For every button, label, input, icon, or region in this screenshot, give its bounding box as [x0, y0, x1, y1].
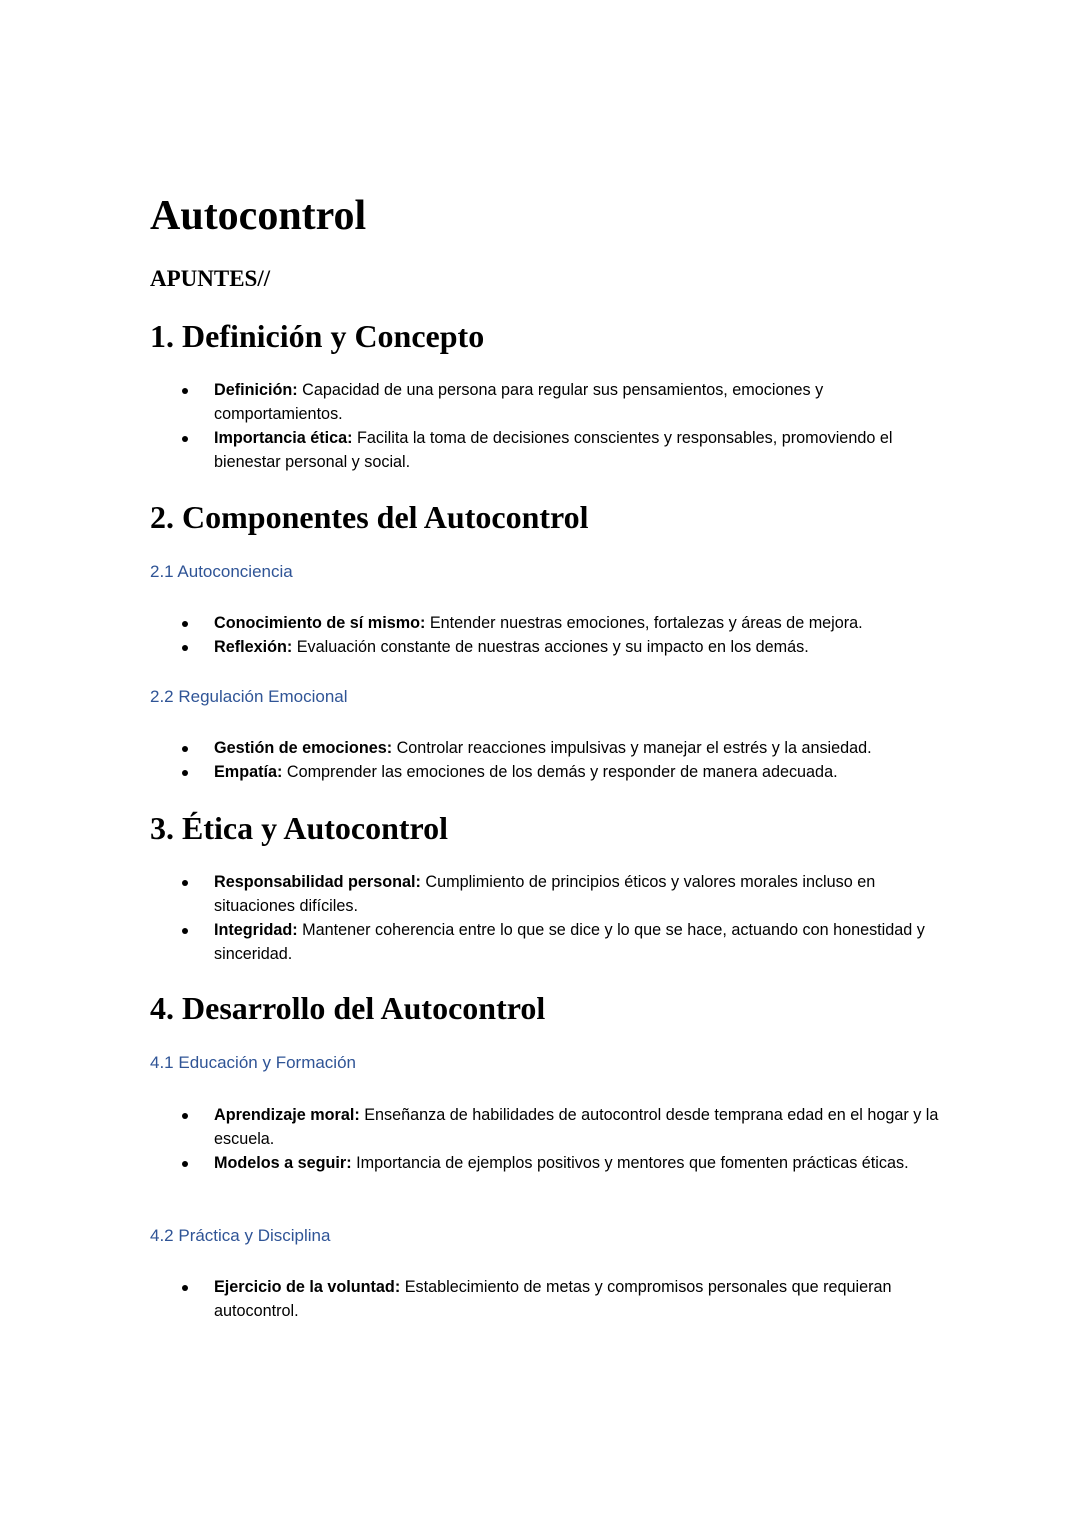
item-text: Controlar reacciones impulsivas y manejar el estrés y la ansiedad. [392, 739, 872, 757]
item-text: Capacidad de una persona para regular sus pensamientos, emociones y comportamientos. [214, 381, 824, 423]
item-text: Cumplimiento de principios éticos y valores morales incluso en situaciones difíciles. [214, 873, 876, 915]
subsection-heading: 2.1 Autoconciencia [150, 562, 293, 581]
item-term: Definición: [214, 381, 298, 399]
list-item [150, 1151, 940, 1175]
subsection-heading: 4.1 Educación y Formación [150, 1053, 356, 1072]
item-term: Integridad: [214, 921, 298, 939]
bullet-list [150, 736, 940, 784]
document-title: Autocontrol [150, 193, 367, 239]
item-text: Facilita la toma de decisiones conscientes y responsables, promoviendo el bienestar personal y social. [214, 429, 893, 471]
list-item [150, 611, 940, 635]
item-term: Reflexión: [214, 638, 293, 656]
list-item [150, 426, 940, 474]
section-heading: 3. Ética y Autocontrol [150, 810, 449, 846]
item-term: Importancia ética: [214, 429, 353, 447]
subsection-heading: 2.2 Regulación Emocional [150, 687, 348, 706]
list-item [150, 918, 940, 966]
item-text: Enseñanza de habilidades de autocontrol desde temprana edad en el hogar y la escuela. [214, 1106, 939, 1148]
item-text: Importancia de ejemplos positivos y mentores que fomenten prácticas éticas. [351, 1154, 909, 1172]
section-heading: 2. Componentes del Autocontrol [150, 499, 589, 535]
list-item [150, 378, 940, 426]
list-item [150, 870, 940, 918]
bullet-icon [182, 388, 188, 394]
section-heading: 4. Desarrollo del Autocontrol [150, 990, 546, 1026]
bullet-icon [182, 880, 188, 886]
bullet-list [150, 1275, 940, 1323]
bullet-icon [182, 436, 188, 442]
bullet-icon [182, 746, 188, 752]
item-text: Comprender las emociones de los demás y responder de manera adecuada. [282, 763, 838, 781]
item-term: Responsabilidad personal: [214, 873, 421, 891]
bullet-icon [182, 1113, 188, 1119]
bullet-list [150, 378, 940, 474]
item-text: Mantener coherencia entre lo que se dice y lo que se hace, actuando con honestidad y sinceridad. [214, 921, 925, 963]
item-term: Aprendizaje moral: [214, 1106, 360, 1124]
bullet-list [150, 1103, 940, 1175]
bullet-icon [182, 770, 188, 776]
item-term: Empatía: [214, 763, 283, 781]
list-item [150, 635, 940, 659]
bullet-list [150, 870, 940, 966]
bullet-icon [182, 1161, 188, 1167]
section-heading: 1. Definición y Concepto [150, 318, 485, 354]
bullet-list [150, 611, 940, 659]
bullet-icon [182, 1285, 188, 1291]
list-item [150, 760, 940, 784]
list-item [150, 736, 940, 760]
item-text: Evaluación constante de nuestras acciones y su impacto en los demás. [292, 638, 809, 656]
bullet-icon [182, 621, 188, 627]
list-item [150, 1103, 940, 1151]
item-term: Conocimiento de sí mismo: [214, 614, 426, 632]
subsection-heading: 4.2 Práctica y Disciplina [150, 1226, 331, 1245]
item-text: Entender nuestras emociones, fortalezas y áreas de mejora. [425, 614, 863, 632]
item-term: Ejercicio de la voluntad: [214, 1278, 401, 1296]
item-term: Gestión de emociones: [214, 739, 393, 757]
list-item [150, 1275, 940, 1323]
item-term: Modelos a seguir: [214, 1154, 352, 1172]
item-text: Establecimiento de metas y compromisos personales que requieran autocontrol. [214, 1278, 892, 1320]
bullet-icon [182, 928, 188, 934]
bullet-icon [182, 645, 188, 651]
document-subtitle: APUNTES// [150, 266, 271, 291]
